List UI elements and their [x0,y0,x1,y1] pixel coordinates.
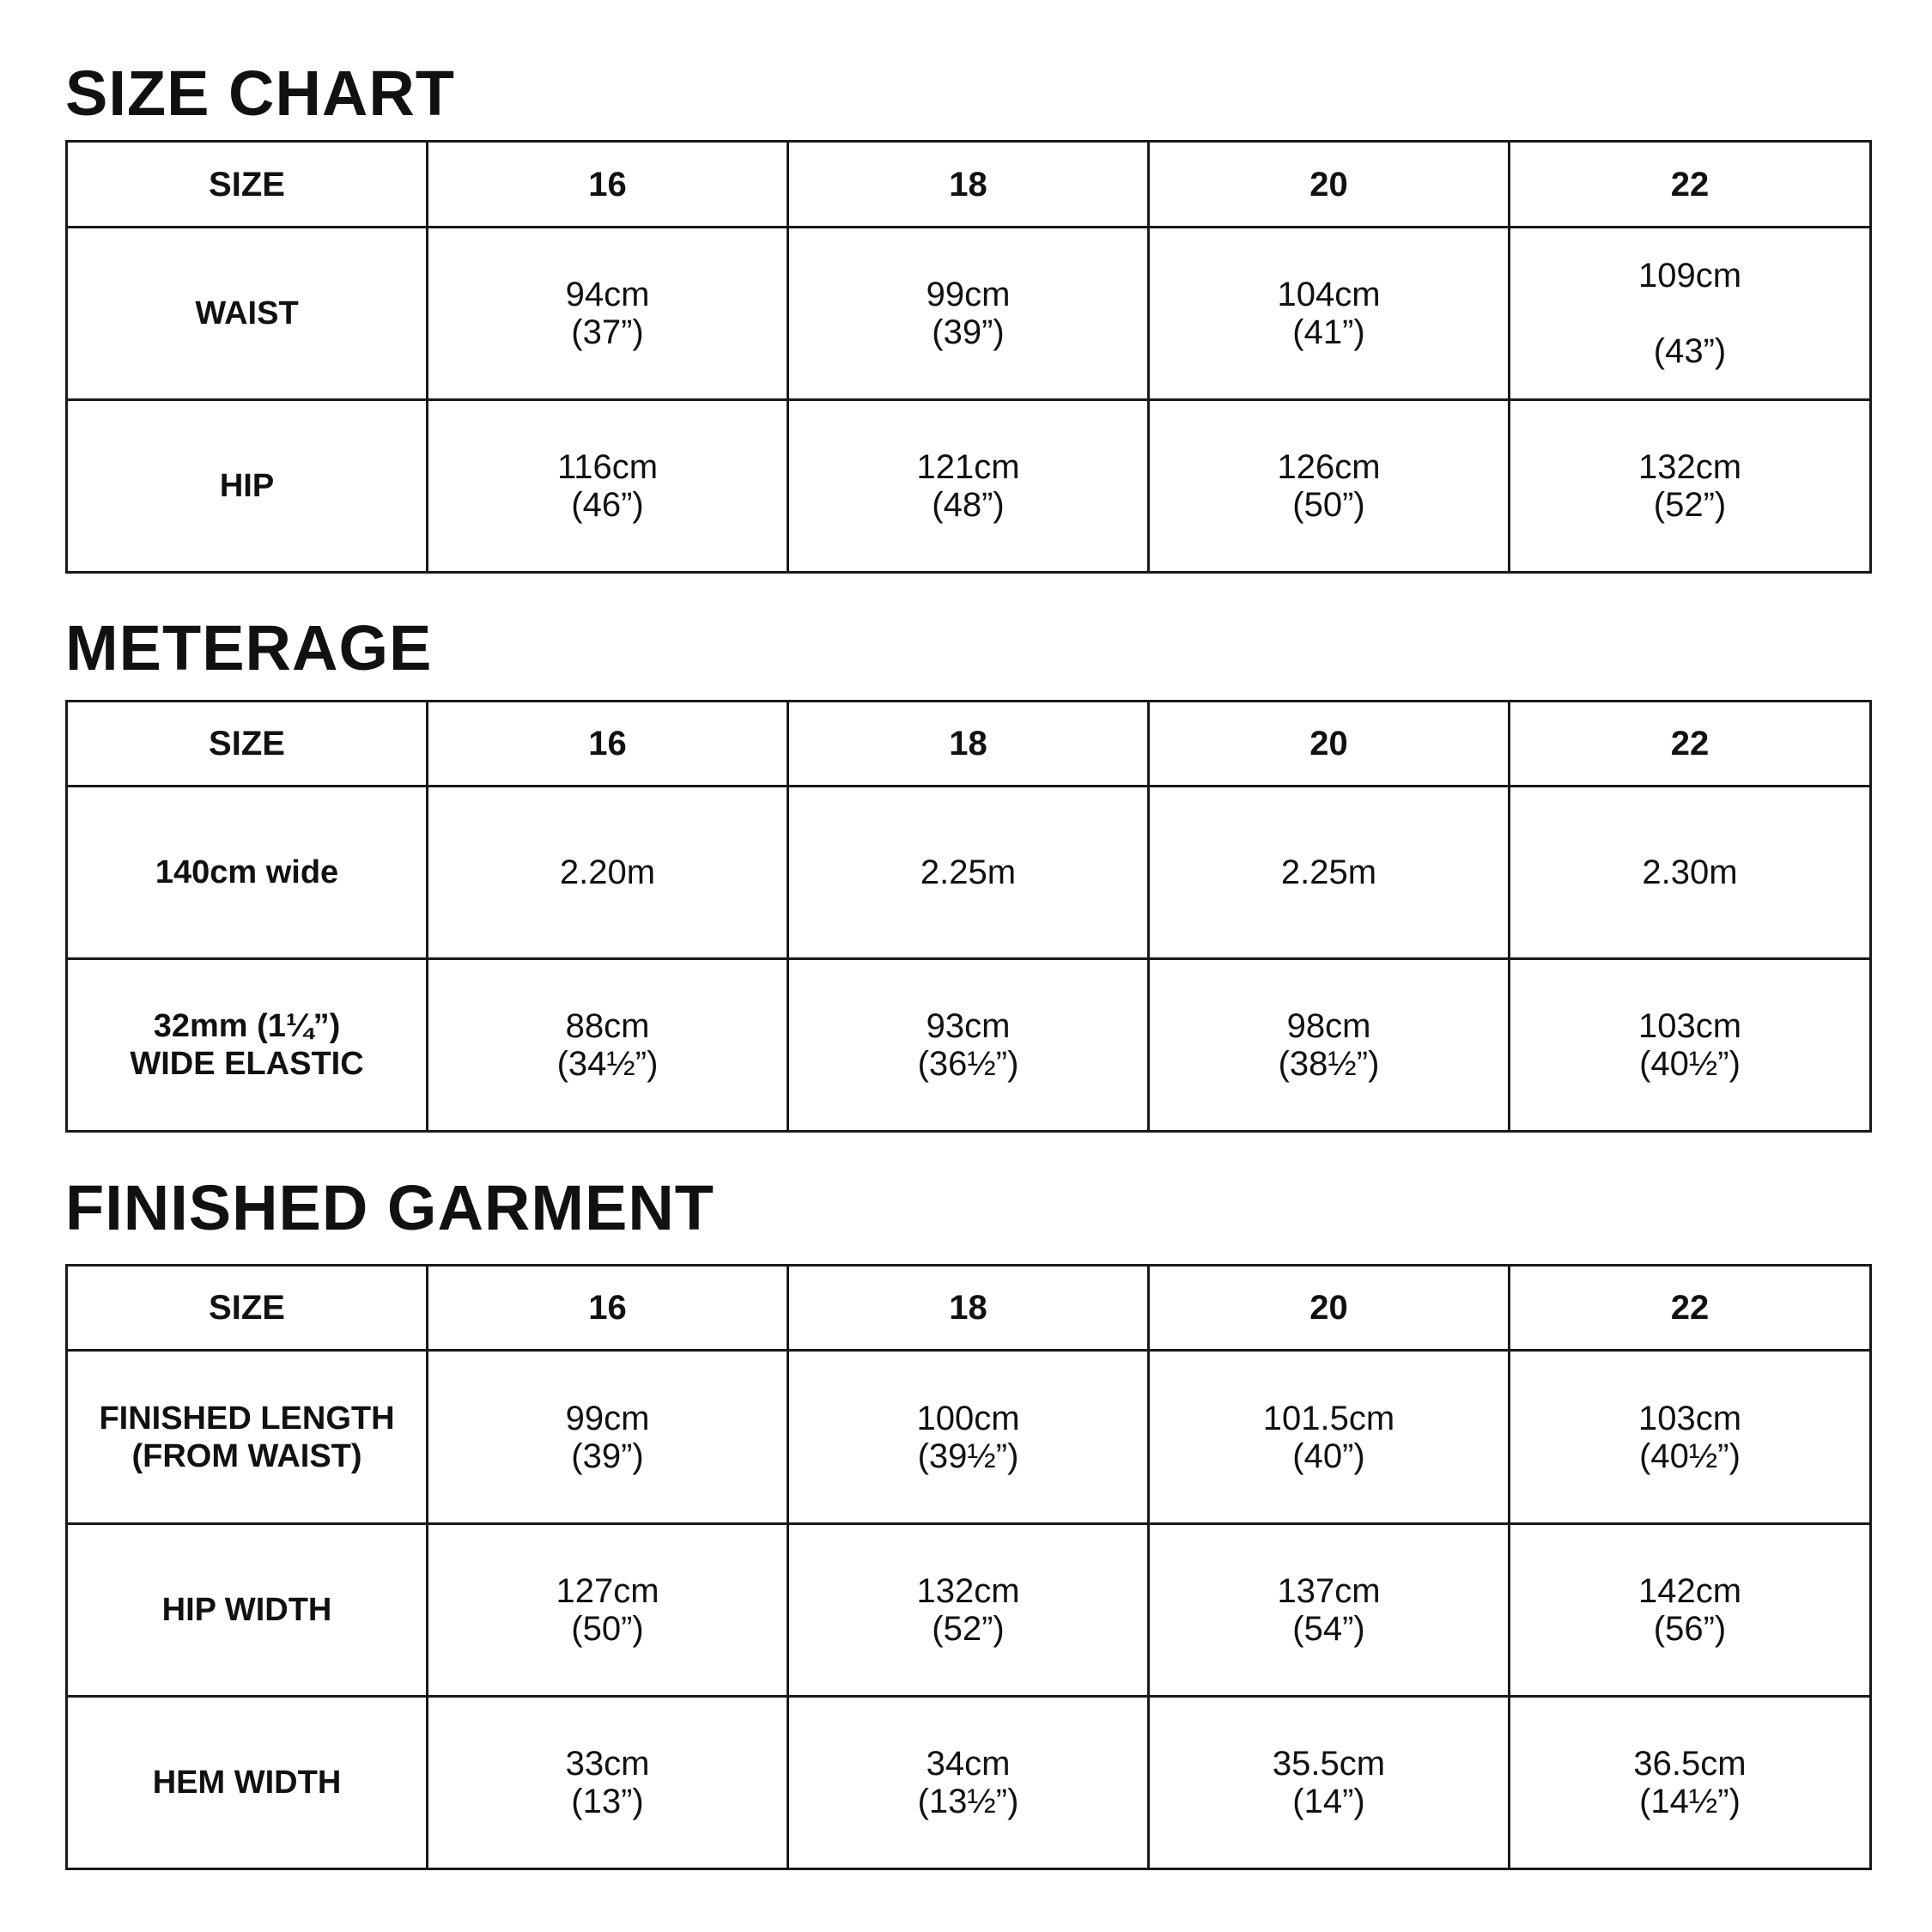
row-label: HIP WIDTH [67,1524,428,1697]
table-cell: 94cm (37”) [428,228,788,400]
header-size-18: 18 [788,702,1149,787]
meterage-table [65,700,1872,1133]
table-row-waist [67,228,1871,400]
table-cell: 35.5cm (14”) [1149,1697,1510,1869]
finished-garment-table [65,1264,1872,1870]
table-cell: 104cm (41”) [1149,228,1510,400]
row-label: HEM WIDTH [67,1697,428,1869]
header-size-16: 16 [428,702,788,787]
header-size-22: 22 [1510,142,1871,228]
table-cell: 137cm (54”) [1149,1524,1510,1697]
table-cell: 142cm (56”) [1510,1524,1871,1697]
meterage-title: METERAGE [65,612,433,683]
table-cell: 34cm (13½”) [788,1697,1149,1869]
table-cell: 98cm (38½”) [1149,959,1510,1132]
table-header-row [67,1266,1871,1351]
table-cell: 36.5cm (14½”) [1510,1697,1871,1869]
header-size-16: 16 [428,1266,788,1351]
table-cell: 99cm (39”) [428,1351,788,1524]
header-size-18: 18 [788,142,1149,228]
header-size-20: 20 [1149,142,1510,228]
table-cell: 2.20m [428,787,788,959]
row-label: HIP [67,400,428,573]
table-row-hip-width [67,1524,1871,1697]
header-size: SIZE [67,142,428,228]
table-cell: 99cm (39”) [788,228,1149,400]
table-cell: 103cm (40½”) [1510,959,1871,1132]
table-cell: 132cm (52”) [788,1524,1149,1697]
table-cell: 2.30m [1510,787,1871,959]
header-size: SIZE [67,1266,428,1351]
row-label: FINISHED LENGTH (FROM WAIST) [67,1351,428,1524]
table-row-hip [67,400,1871,573]
table-row-elastic [67,959,1871,1132]
header-size-22: 22 [1510,702,1871,787]
table-row-hem-width [67,1697,1871,1869]
header-size-16: 16 [428,142,788,228]
table-cell: 116cm (46”) [428,400,788,573]
table-cell: 132cm (52”) [1510,400,1871,573]
header-size-22: 22 [1510,1266,1871,1351]
table-cell: 93cm (36½”) [788,959,1149,1132]
table-header-row [67,702,1871,787]
table-row-finished-length [67,1351,1871,1524]
finished-garment-title: FINISHED GARMENT [65,1172,714,1243]
table-cell: 121cm (48”) [788,400,1149,573]
table-cell: 101.5cm (40”) [1149,1351,1510,1524]
table-cell: 109cm (43”) [1510,228,1871,400]
row-label: 140cm wide [67,787,428,959]
table-cell: 103cm (40½”) [1510,1351,1871,1524]
table-row-fabric-width [67,787,1871,959]
table-header-row [67,142,1871,228]
size-chart-table [65,140,1872,574]
table-cell: 2.25m [1149,787,1510,959]
header-size-18: 18 [788,1266,1149,1351]
table-cell: 127cm (50”) [428,1524,788,1697]
table-cell: 100cm (39½”) [788,1351,1149,1524]
row-label: WAIST [67,228,428,400]
size-chart-title: SIZE CHART [65,58,455,129]
header-size-20: 20 [1149,1266,1510,1351]
header-size-20: 20 [1149,702,1510,787]
table-cell: 88cm (34½”) [428,959,788,1132]
header-size: SIZE [67,702,428,787]
table-cell: 2.25m [788,787,1149,959]
table-cell: 33cm (13”) [428,1697,788,1869]
row-label: 32mm (1¼”) WIDE ELASTIC [67,959,428,1132]
table-cell: 126cm (50”) [1149,400,1510,573]
